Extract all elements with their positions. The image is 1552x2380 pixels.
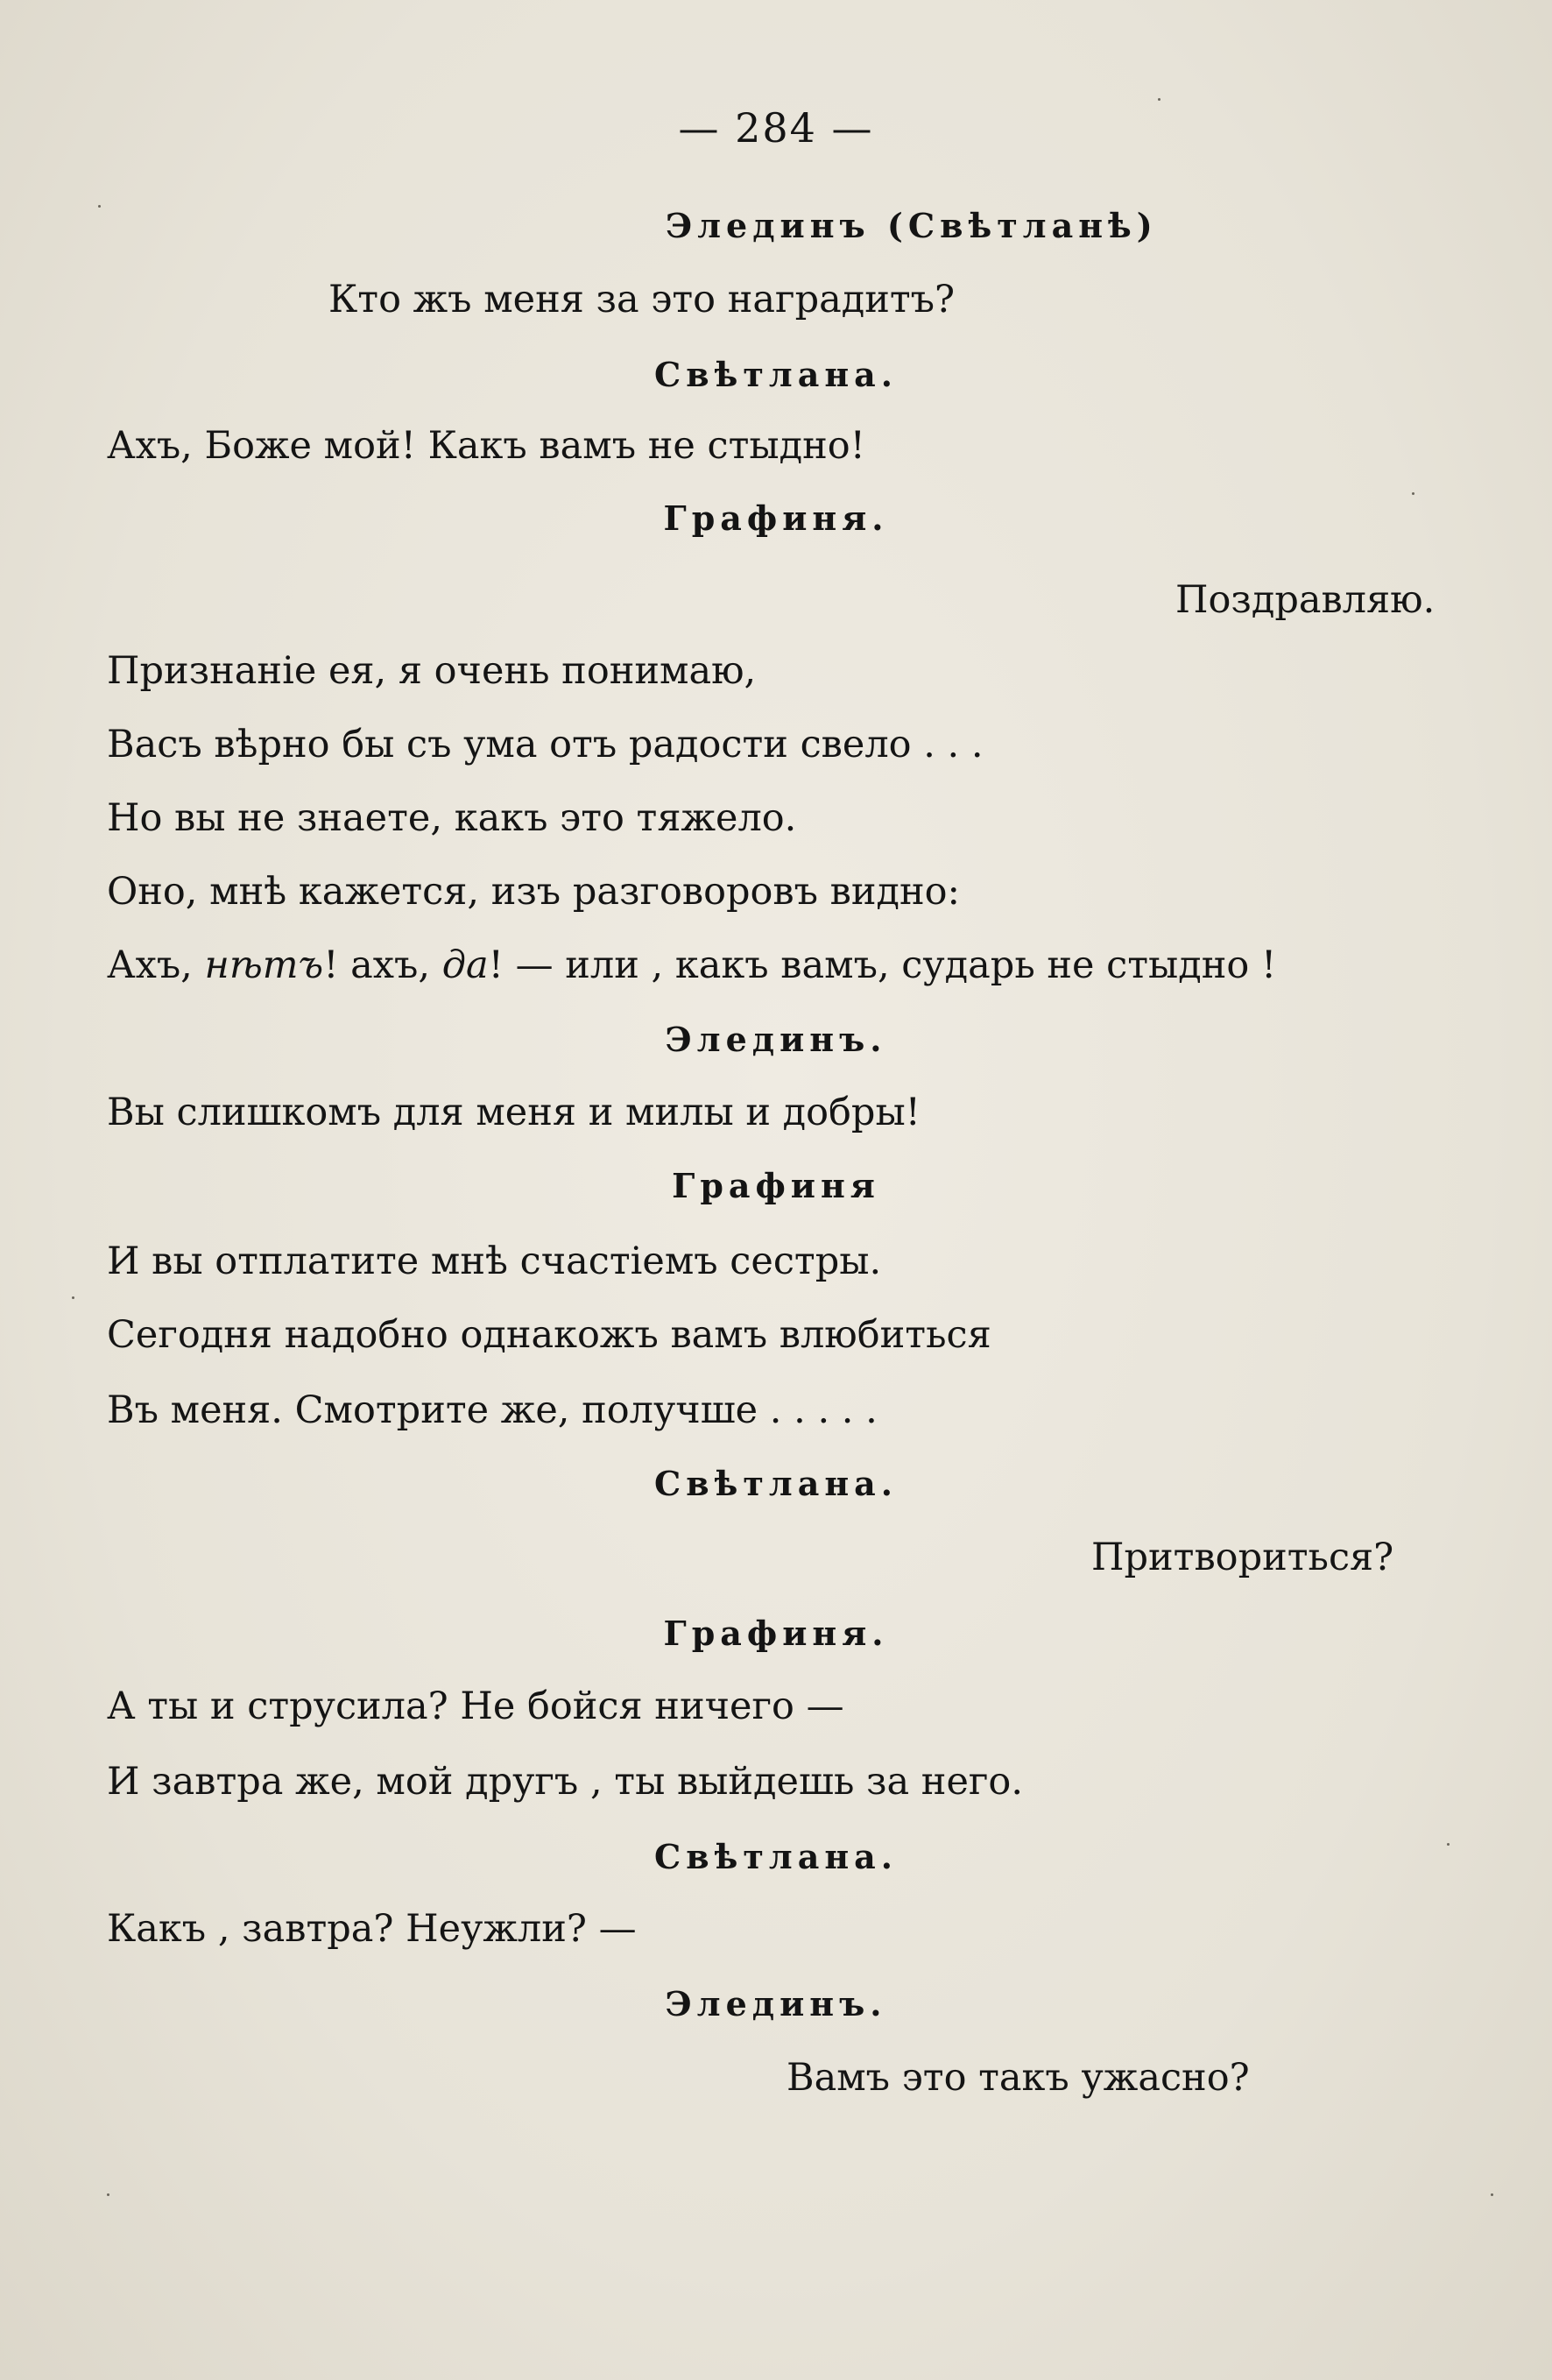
verse-line: Признаніе ея, я очень понимаю,	[107, 649, 757, 693]
verse-line: Но вы не знаете, какъ это тяжело.	[107, 796, 797, 840]
verse-line: А ты и струсила? Не бойся ничего —	[107, 1684, 844, 1728]
speaker-eledin: Элединъ (Свѣтланѣ)	[666, 206, 1158, 245]
speaker-svetlana: Свѣтлана.	[654, 1464, 898, 1503]
speaker-grafinya: Графиня.	[663, 1614, 889, 1653]
verse-line: Кто жъ меня за это наградитъ?	[328, 278, 956, 321]
verse-line: Оно, мнѣ кажется, изъ разговоровъ видно:	[107, 870, 960, 914]
verse-line: Въ меня. Смотрите же, получше . . . . .	[107, 1388, 878, 1432]
paper-speck	[1447, 1843, 1450, 1846]
paper-speck	[107, 2193, 109, 2196]
paper-speck	[1412, 492, 1414, 495]
paper-speck	[72, 1296, 74, 1299]
paper-speck	[1158, 98, 1160, 101]
verse-line: Какъ , завтра? Неужли? —	[107, 1907, 637, 1951]
verse-line: Вамъ это такъ ужасно?	[787, 2056, 1250, 2100]
page-number: — 284 —	[678, 104, 874, 152]
speaker-grafinya: Графиня	[672, 1166, 880, 1205]
speaker-svetlana: Свѣтлана.	[654, 355, 898, 394]
verse-line: Притвориться?	[1091, 1536, 1394, 1579]
verse-line: Васъ вѣрно бы съ ума отъ радости свело . . .	[107, 723, 984, 766]
verse-line: Поздравляю.	[1175, 578, 1436, 622]
speaker-eledin: Элединъ.	[665, 1020, 887, 1059]
paper-speck	[98, 205, 101, 208]
verse-line: И завтра же, мой другъ , ты выйдешь за него.	[107, 1760, 1023, 1804]
verse-line: Сегодня надобно однакожъ вамъ влюбиться	[107, 1313, 991, 1357]
speaker-svetlana: Свѣтлана.	[654, 1837, 898, 1876]
verse-line-italic-mixed: Ахъ, нѣтъ! ахъ, да! — или , какъ вамъ, сударь не стыдно !	[107, 943, 1277, 987]
speaker-eledin: Элединъ.	[665, 1984, 887, 2023]
verse-line: Вы слишкомъ для меня и милы и добры!	[107, 1091, 921, 1134]
verse-line: И вы отплатите мнѣ счастіемъ сестры.	[107, 1239, 882, 1283]
speaker-grafinya: Графиня.	[663, 498, 889, 538]
verse-line: Ахъ, Боже мой! Какъ вамъ не стыдно!	[107, 424, 865, 468]
paper-speck	[1491, 2193, 1493, 2196]
